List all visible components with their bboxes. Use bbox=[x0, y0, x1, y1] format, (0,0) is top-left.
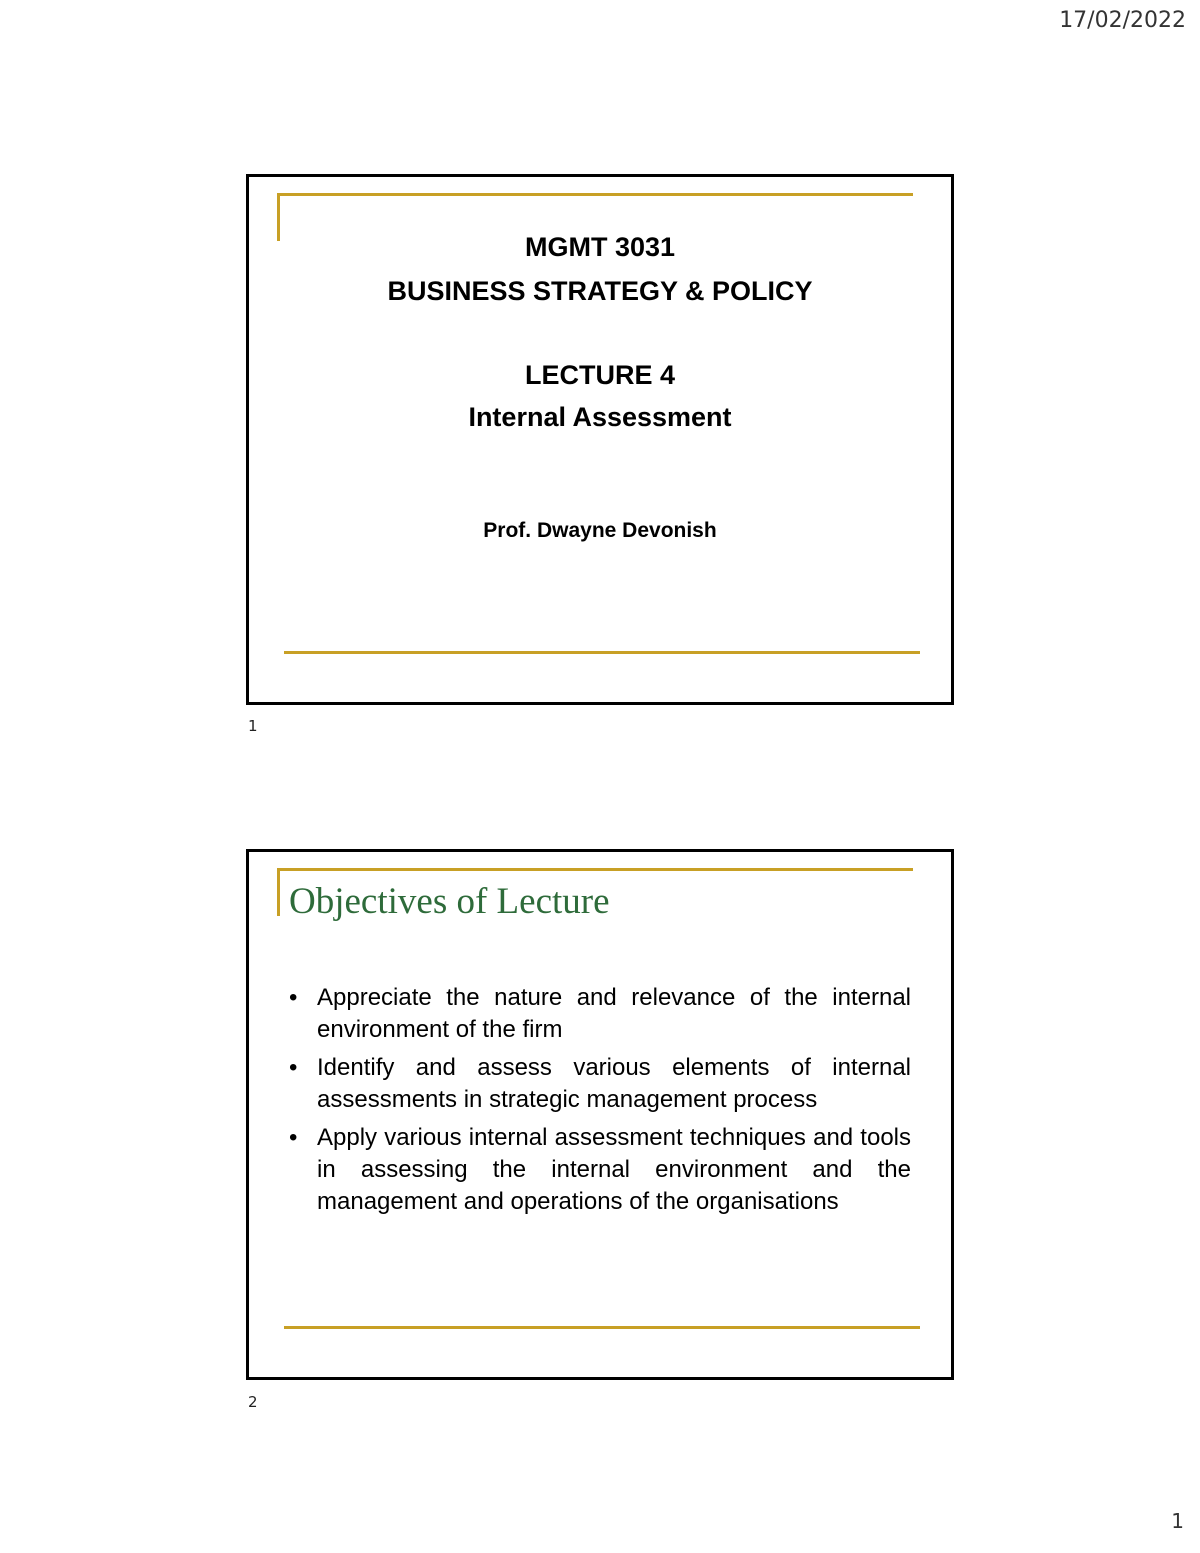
course-code: MGMT 3031 bbox=[524, 232, 676, 262]
slide-2 bbox=[246, 849, 954, 1380]
accent-line-bottom bbox=[284, 1326, 920, 1329]
bullet-icon: • bbox=[289, 1124, 298, 1151]
accent-line-bottom bbox=[284, 651, 920, 654]
accent-line-left bbox=[277, 868, 280, 916]
lecture-number: LECTURE 4 bbox=[524, 360, 676, 390]
bullet-text: Apply various internal assessment techniques and tools in assessing the internal environment and the management and operations of the organisations bbox=[317, 1124, 911, 1215]
list-item bbox=[283, 1122, 911, 1218]
page-number: 1 bbox=[1171, 1509, 1184, 1533]
slide-1 bbox=[246, 174, 954, 705]
document-date: 17/02/2022 bbox=[1059, 8, 1186, 33]
list-item bbox=[283, 1052, 911, 1116]
bullet-text: Identify and assess various elements of internal assessments in strategic management process bbox=[317, 1054, 911, 1113]
slide-number-2: 2 bbox=[248, 1393, 258, 1411]
bullet-icon: • bbox=[289, 984, 298, 1011]
slide-heading: Objectives of Lecture bbox=[289, 881, 610, 922]
course-name: BUSINESS STRATEGY & POLICY bbox=[387, 276, 813, 306]
accent-line-top bbox=[277, 868, 913, 871]
bullet-icon: • bbox=[289, 1054, 298, 1081]
list-item bbox=[283, 982, 911, 1046]
lecture-topic: Internal Assessment bbox=[468, 402, 732, 432]
accent-line-top bbox=[277, 193, 913, 196]
presenter-name: Prof. Dwayne Devonish bbox=[483, 519, 717, 542]
bullet-text: Appreciate the nature and relevance of the internal environment of the firm bbox=[317, 984, 911, 1043]
slide-number-1: 1 bbox=[248, 717, 258, 735]
objectives-list bbox=[283, 982, 911, 1224]
